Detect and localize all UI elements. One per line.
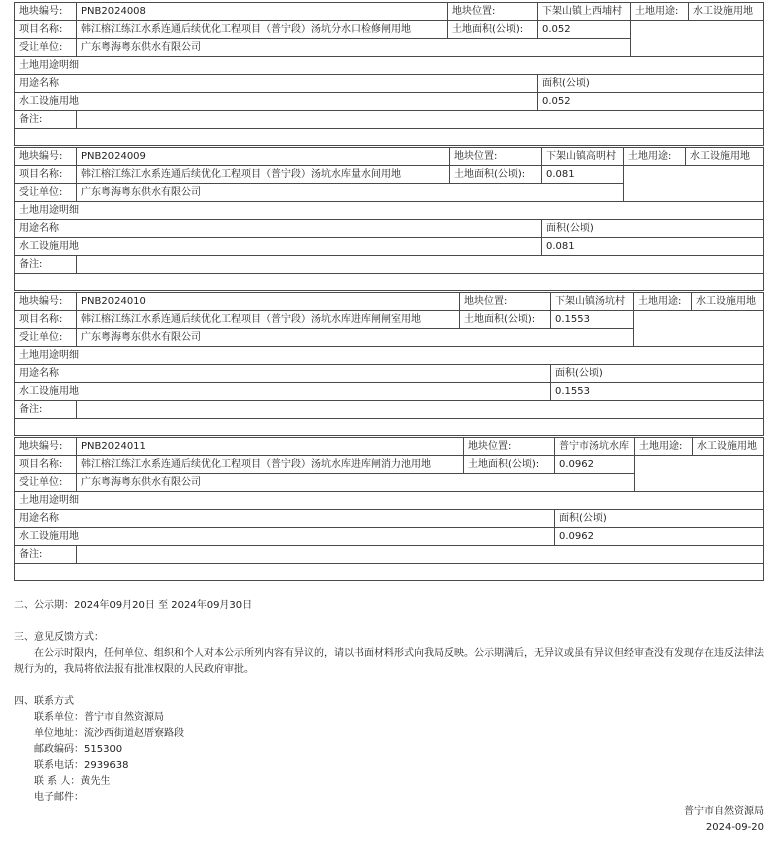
location-value: 普宁市汤坑水库 bbox=[555, 438, 635, 456]
land-use-label: 土地用途: bbox=[624, 148, 686, 166]
area-header: 面积(公顷) bbox=[542, 220, 764, 238]
detail-use-value: 水工设施用地 bbox=[15, 528, 555, 546]
spacer-row bbox=[15, 274, 764, 291]
remark-value bbox=[77, 111, 764, 129]
parcel-table-1 bbox=[14, 2, 763, 146]
detail-use-value: 水工设施用地 bbox=[15, 93, 538, 111]
location-label: 地块位置: bbox=[464, 438, 555, 456]
land-use-value: 水工设施用地 bbox=[689, 3, 764, 21]
transferee-value: 广东粤海粤东供水有限公司 bbox=[77, 329, 634, 347]
detail-area-value: 0.081 bbox=[542, 238, 764, 256]
transferee-value: 广东粤海粤东供水有限公司 bbox=[77, 184, 624, 202]
parcel-no-label: 地块编号: bbox=[15, 438, 77, 456]
signature-date: 2024-09-20 bbox=[705, 822, 764, 833]
use-name-header: 用途名称 bbox=[15, 75, 538, 93]
project-name-value: 韩江榕江练江水系连通后续优化工程项目（普宁段）汤坑水库量水间用地 bbox=[77, 166, 450, 184]
signer-name: 普宁市自然资源局 bbox=[684, 806, 764, 817]
detail-use-value: 水工设施用地 bbox=[15, 238, 542, 256]
parcel-no-value: PNB2024010 bbox=[77, 293, 460, 311]
detail-header: 土地用途明细 bbox=[15, 347, 764, 365]
transferee-label: 受让单位: bbox=[15, 39, 77, 57]
contact-address: 单位地址：流沙西街道赵厝寮路段 bbox=[34, 728, 184, 739]
remark-value bbox=[77, 401, 764, 419]
area-value: 0.1553 bbox=[551, 311, 634, 329]
project-name-label: 项目名称: bbox=[15, 456, 77, 474]
land-use-value: 水工设施用地 bbox=[693, 438, 764, 456]
project-name-value: 韩江榕江练江水系连通后续优化工程项目（普宁段）汤坑水库进库闸消力池用地 bbox=[77, 456, 464, 474]
detail-use-value: 水工设施用地 bbox=[15, 383, 551, 401]
use-name-header: 用途名称 bbox=[15, 510, 555, 528]
parcel-no-label: 地块编号: bbox=[15, 3, 77, 21]
transferee-label: 受让单位: bbox=[15, 184, 77, 202]
project-name-value: 韩江榕江练江水系连通后续优化工程项目（普宁段）汤坑水库进库闸闸室用地 bbox=[77, 311, 460, 329]
land-use-label: 土地用途: bbox=[634, 293, 692, 311]
feedback-title: 三、意见反馈方式： bbox=[14, 632, 104, 643]
project-name-value: 韩江榕江练江水系连通后续优化工程项目（普宁段）汤坑分水口检修闸用地 bbox=[77, 21, 448, 39]
location-value: 下架山镇高明村 bbox=[542, 148, 624, 166]
blank-cell bbox=[631, 21, 764, 57]
area-value: 0.052 bbox=[538, 21, 631, 39]
blank-cell bbox=[624, 166, 764, 202]
transferee-value: 广东粤海粤东供水有限公司 bbox=[77, 474, 635, 492]
land-use-label: 土地用途: bbox=[631, 3, 689, 21]
location-label: 地块位置: bbox=[448, 3, 538, 21]
parcel-table-4 bbox=[14, 437, 763, 581]
contact-email: 电子邮件： bbox=[34, 792, 84, 803]
use-name-header: 用途名称 bbox=[15, 220, 542, 238]
blank-cell bbox=[635, 456, 764, 492]
parcel-table-2 bbox=[14, 147, 763, 291]
parcel-no-value: PNB2024011 bbox=[77, 438, 464, 456]
spacer-row bbox=[15, 129, 764, 146]
remark-value bbox=[77, 546, 764, 564]
parcel-no-label: 地块编号: bbox=[15, 293, 77, 311]
contact-zip: 邮政编码：515300 bbox=[34, 744, 123, 755]
area-value: 0.0962 bbox=[555, 456, 635, 474]
contact-phone: 联系电话：2939638 bbox=[34, 760, 129, 771]
project-name-label: 项目名称: bbox=[15, 21, 77, 39]
remark-value bbox=[77, 256, 764, 274]
land-use-label: 土地用途: bbox=[635, 438, 693, 456]
transferee-label: 受让单位: bbox=[15, 329, 77, 347]
detail-header: 土地用途明细 bbox=[15, 57, 764, 75]
area-header: 面积(公顷) bbox=[555, 510, 764, 528]
publicity-period: 二、公示期：2024年09月20日 至 2024年09月30日 bbox=[14, 600, 253, 611]
transferee-label: 受让单位: bbox=[15, 474, 77, 492]
land-use-value: 水工设施用地 bbox=[692, 293, 764, 311]
location-label: 地块位置: bbox=[450, 148, 542, 166]
area-label: 土地面积(公顷): bbox=[464, 456, 555, 474]
area-header: 面积(公顷) bbox=[538, 75, 764, 93]
contact-unit: 联系单位：普宁市自然资源局 bbox=[34, 712, 164, 723]
spacer-row bbox=[15, 419, 764, 436]
detail-area-value: 0.052 bbox=[538, 93, 764, 111]
notice-sections bbox=[14, 598, 764, 806]
location-value: 下架山镇上西埔村 bbox=[538, 3, 631, 21]
detail-area-value: 0.1553 bbox=[551, 383, 764, 401]
detail-header: 土地用途明细 bbox=[15, 492, 764, 510]
contact-person: 联 系 人：黄先生 bbox=[34, 776, 111, 787]
spacer-row bbox=[15, 564, 764, 581]
detail-area-value: 0.0962 bbox=[555, 528, 764, 546]
location-value: 下架山镇汤坑村 bbox=[551, 293, 634, 311]
parcel-no-label: 地块编号: bbox=[15, 148, 77, 166]
remark-label: 备注: bbox=[15, 401, 77, 419]
signature-block bbox=[684, 804, 764, 836]
transferee-value: 广东粤海粤东供水有限公司 bbox=[77, 39, 631, 57]
parcel-table-3 bbox=[14, 292, 763, 436]
use-name-header: 用途名称 bbox=[15, 365, 551, 383]
blank-cell bbox=[634, 311, 764, 347]
remark-label: 备注: bbox=[15, 111, 77, 129]
contact-title: 四、联系方式 bbox=[14, 696, 74, 707]
remark-label: 备注: bbox=[15, 256, 77, 274]
area-label: 土地面积(公顷): bbox=[448, 21, 538, 39]
parcel-no-value: PNB2024008 bbox=[77, 3, 448, 21]
remark-label: 备注: bbox=[15, 546, 77, 564]
parcel-no-value: PNB2024009 bbox=[77, 148, 450, 166]
land-use-value: 水工设施用地 bbox=[686, 148, 764, 166]
detail-header: 土地用途明细 bbox=[15, 202, 764, 220]
feedback-body: 在公示时限内，任何单位、组织和个人对本公示所列内容有异议的，请以书面材料形式向我局反映。公示期满后，无异议或虽有异议但经审查没有发现存在违反法律法规行为的，我局将依法报有批准权限的人民政府审批。 bbox=[14, 648, 764, 675]
area-header: 面积(公顷) bbox=[551, 365, 764, 383]
area-label: 土地面积(公顷): bbox=[450, 166, 542, 184]
area-value: 0.081 bbox=[542, 166, 624, 184]
project-name-label: 项目名称: bbox=[15, 166, 77, 184]
project-name-label: 项目名称: bbox=[15, 311, 77, 329]
location-label: 地块位置: bbox=[460, 293, 551, 311]
area-label: 土地面积(公顷): bbox=[460, 311, 551, 329]
